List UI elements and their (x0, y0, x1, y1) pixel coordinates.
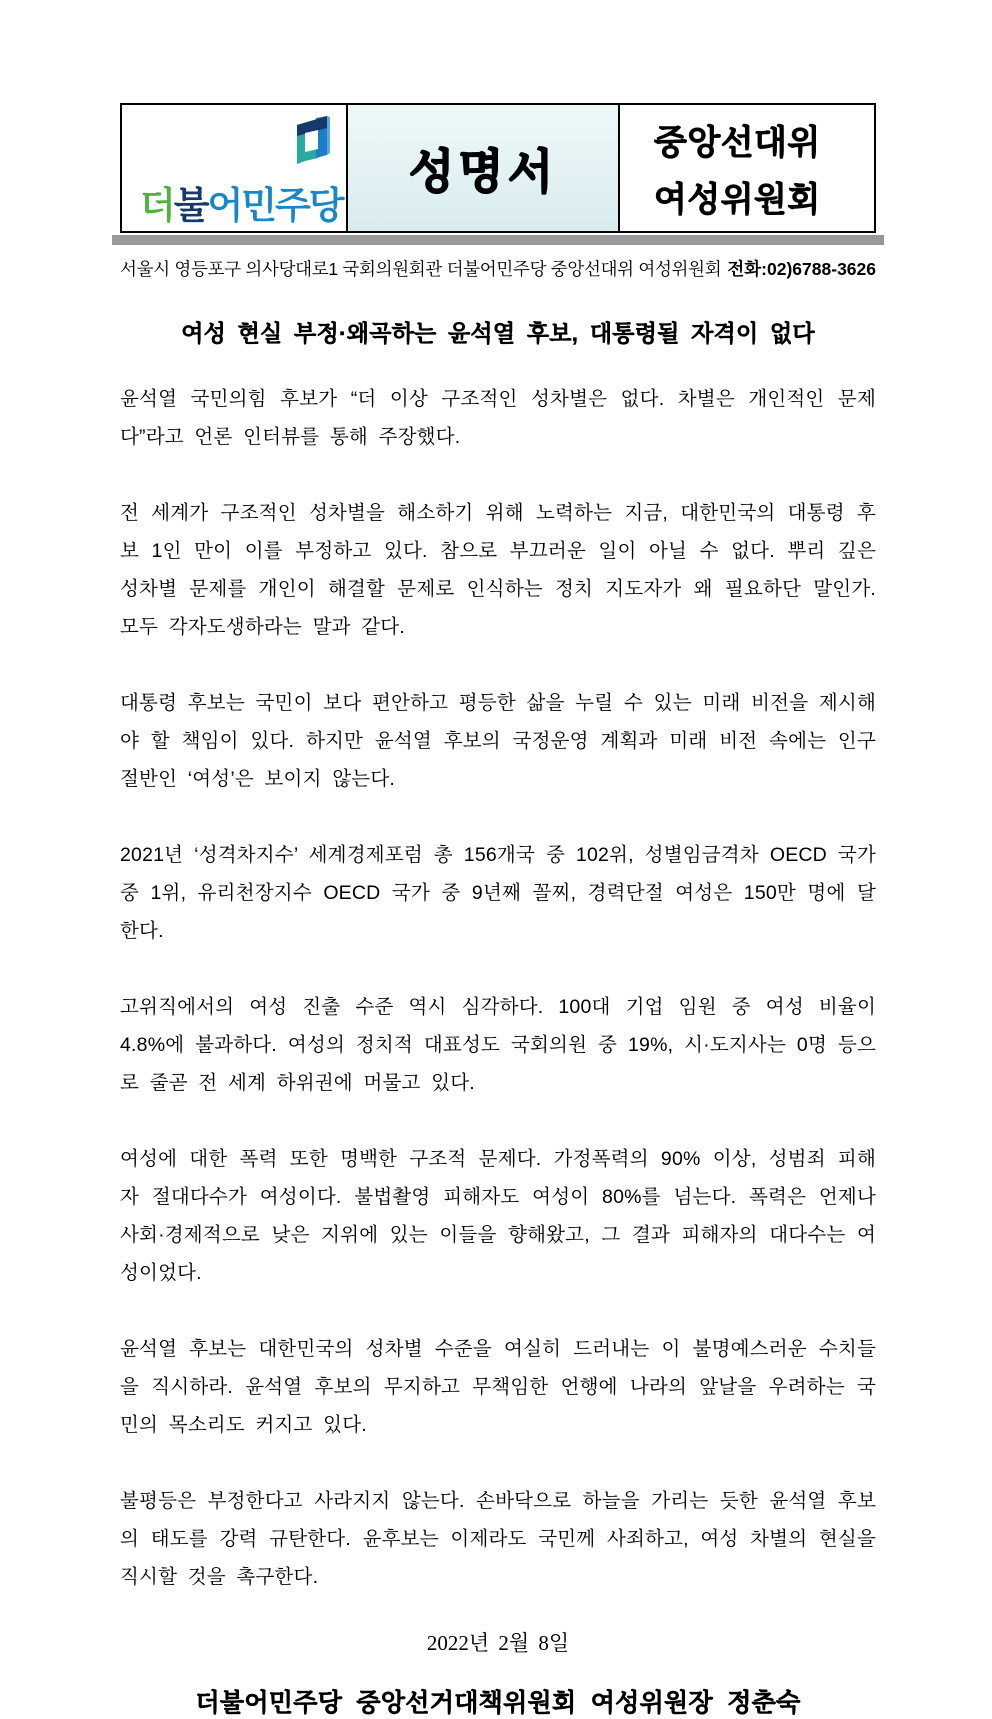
paragraph-1: 윤석열 국민의힘 후보가 “더 이상 구조적인 성차별은 없다. 차별은 개인적인 문제다”라고 언론 인터뷰를 통해 주장했다. (120, 388, 876, 448)
committee-line2: 여성위원회 (654, 181, 821, 219)
statement-title: 여성 현실 부정·왜곡하는 윤석열 후보, 대통령될 자격이 없다 (181, 320, 815, 346)
document-header (120, 103, 876, 233)
paragraph-8: 불평등은 부정한다고 사라지지 않는다. 손바닥으로 하늘을 가리는 듯한 윤석열 후보의 태도를 강력 규탄한다. 윤후보는 이제라도 국민께 사죄하고, 여성 차별의 현실을 직시할 것을 촉구한다. (120, 1490, 876, 1588)
party-name-char2: 불 (173, 185, 208, 226)
paragraph-3: 대통령 후보는 국민이 보다 편안하고 평등한 삶을 누릴 수 있는 미래 비전을 제시해야 할 책임이 있다. 하지만 윤석열 후보의 국정운영 계획과 미래 비전 속에는 인구 절반인 ‘여성’은 보이지 않는다. (120, 692, 876, 790)
statement-body (120, 380, 876, 1596)
party-name-char1: 더 (140, 185, 174, 226)
address-row (120, 256, 876, 281)
address-text: 서울시 영등포구 의사당대로1 국회의원회관 더불어민주당 중앙선대위 여성위원회 (120, 259, 722, 279)
statement-document (120, 0, 876, 1719)
paragraph-2: 전 세계가 구조적인 성차별을 해소하기 위해 노력하는 지금, 대한민국의 대통령 후보 1인 만이 이를 부정하고 있다. 참으로 부끄러운 일이 아닐 수 없다. 뿌리 깊은 성차별 문제를 개인이 해결할 문제로 인식하는 정치 지도자가 왜 필요하단 말인가. 모두 각자도생하라는 말과 같다. (120, 502, 876, 638)
paragraph-4: 2021년 ‘성격차지수’ 세계경제포럼 총 156개국 중 102위, 성별임금격차 OECD 국가 중 1위, 유리천장지수 OECD 국가 중 9년째 꼴찌, 경력단절 여성은 150만 명에 달한다. (120, 844, 876, 942)
signature-line: 더불어민주당 중앙선거대책위원회 여성위원장 정춘숙 (195, 1689, 801, 1717)
party-flag-icon (294, 113, 330, 165)
divider-bar (112, 235, 884, 245)
doc-type-cell (348, 105, 620, 231)
phone-number: 전화:02)6788-3626 (727, 259, 876, 279)
paragraph-7: 윤석열 후보는 대한민국의 성차별 수준을 여실히 드러내는 이 불명예스러운 수치들을 직시하라. 윤석열 후보의 무지하고 무책임한 언행에 나라의 앞날을 우려하는 국민의 목소리도 커지고 있다. (120, 1338, 876, 1436)
committee-line1: 중앙선대위 (654, 124, 821, 162)
paragraph-5: 고위직에서의 여성 진출 수준 역시 심각하다. 100대 기업 임원 중 여성 비율이 4.8%에 불과하다. 여성의 정치적 대표성도 국회의원 중 19%, 시·도지사는 0명 등으로 줄곧 전 세계 하위권에 머물고 있다. (120, 996, 876, 1094)
committee-cell (620, 105, 874, 231)
party-logo (122, 105, 348, 231)
party-name (140, 175, 342, 229)
paragraph-6: 여성에 대한 폭력 또한 명백한 구조적 문제다. 가정폭력의 90% 이상, 성범죄 피해자 절대다수가 여성이다. 불법촬영 피해자도 여성이 80%를 넘는다. 폭력은 언제나 사회·경제적으로 낮은 지위에 있는 이들을 향해왔고, 그 결과 피해자의 대다수는 여성이었다. (120, 1148, 876, 1284)
party-name-rest: 어민주당 (207, 185, 343, 226)
statement-date: 2022년 2월 8일 (426, 1631, 570, 1655)
doc-type-label: 성명서 (408, 144, 558, 198)
